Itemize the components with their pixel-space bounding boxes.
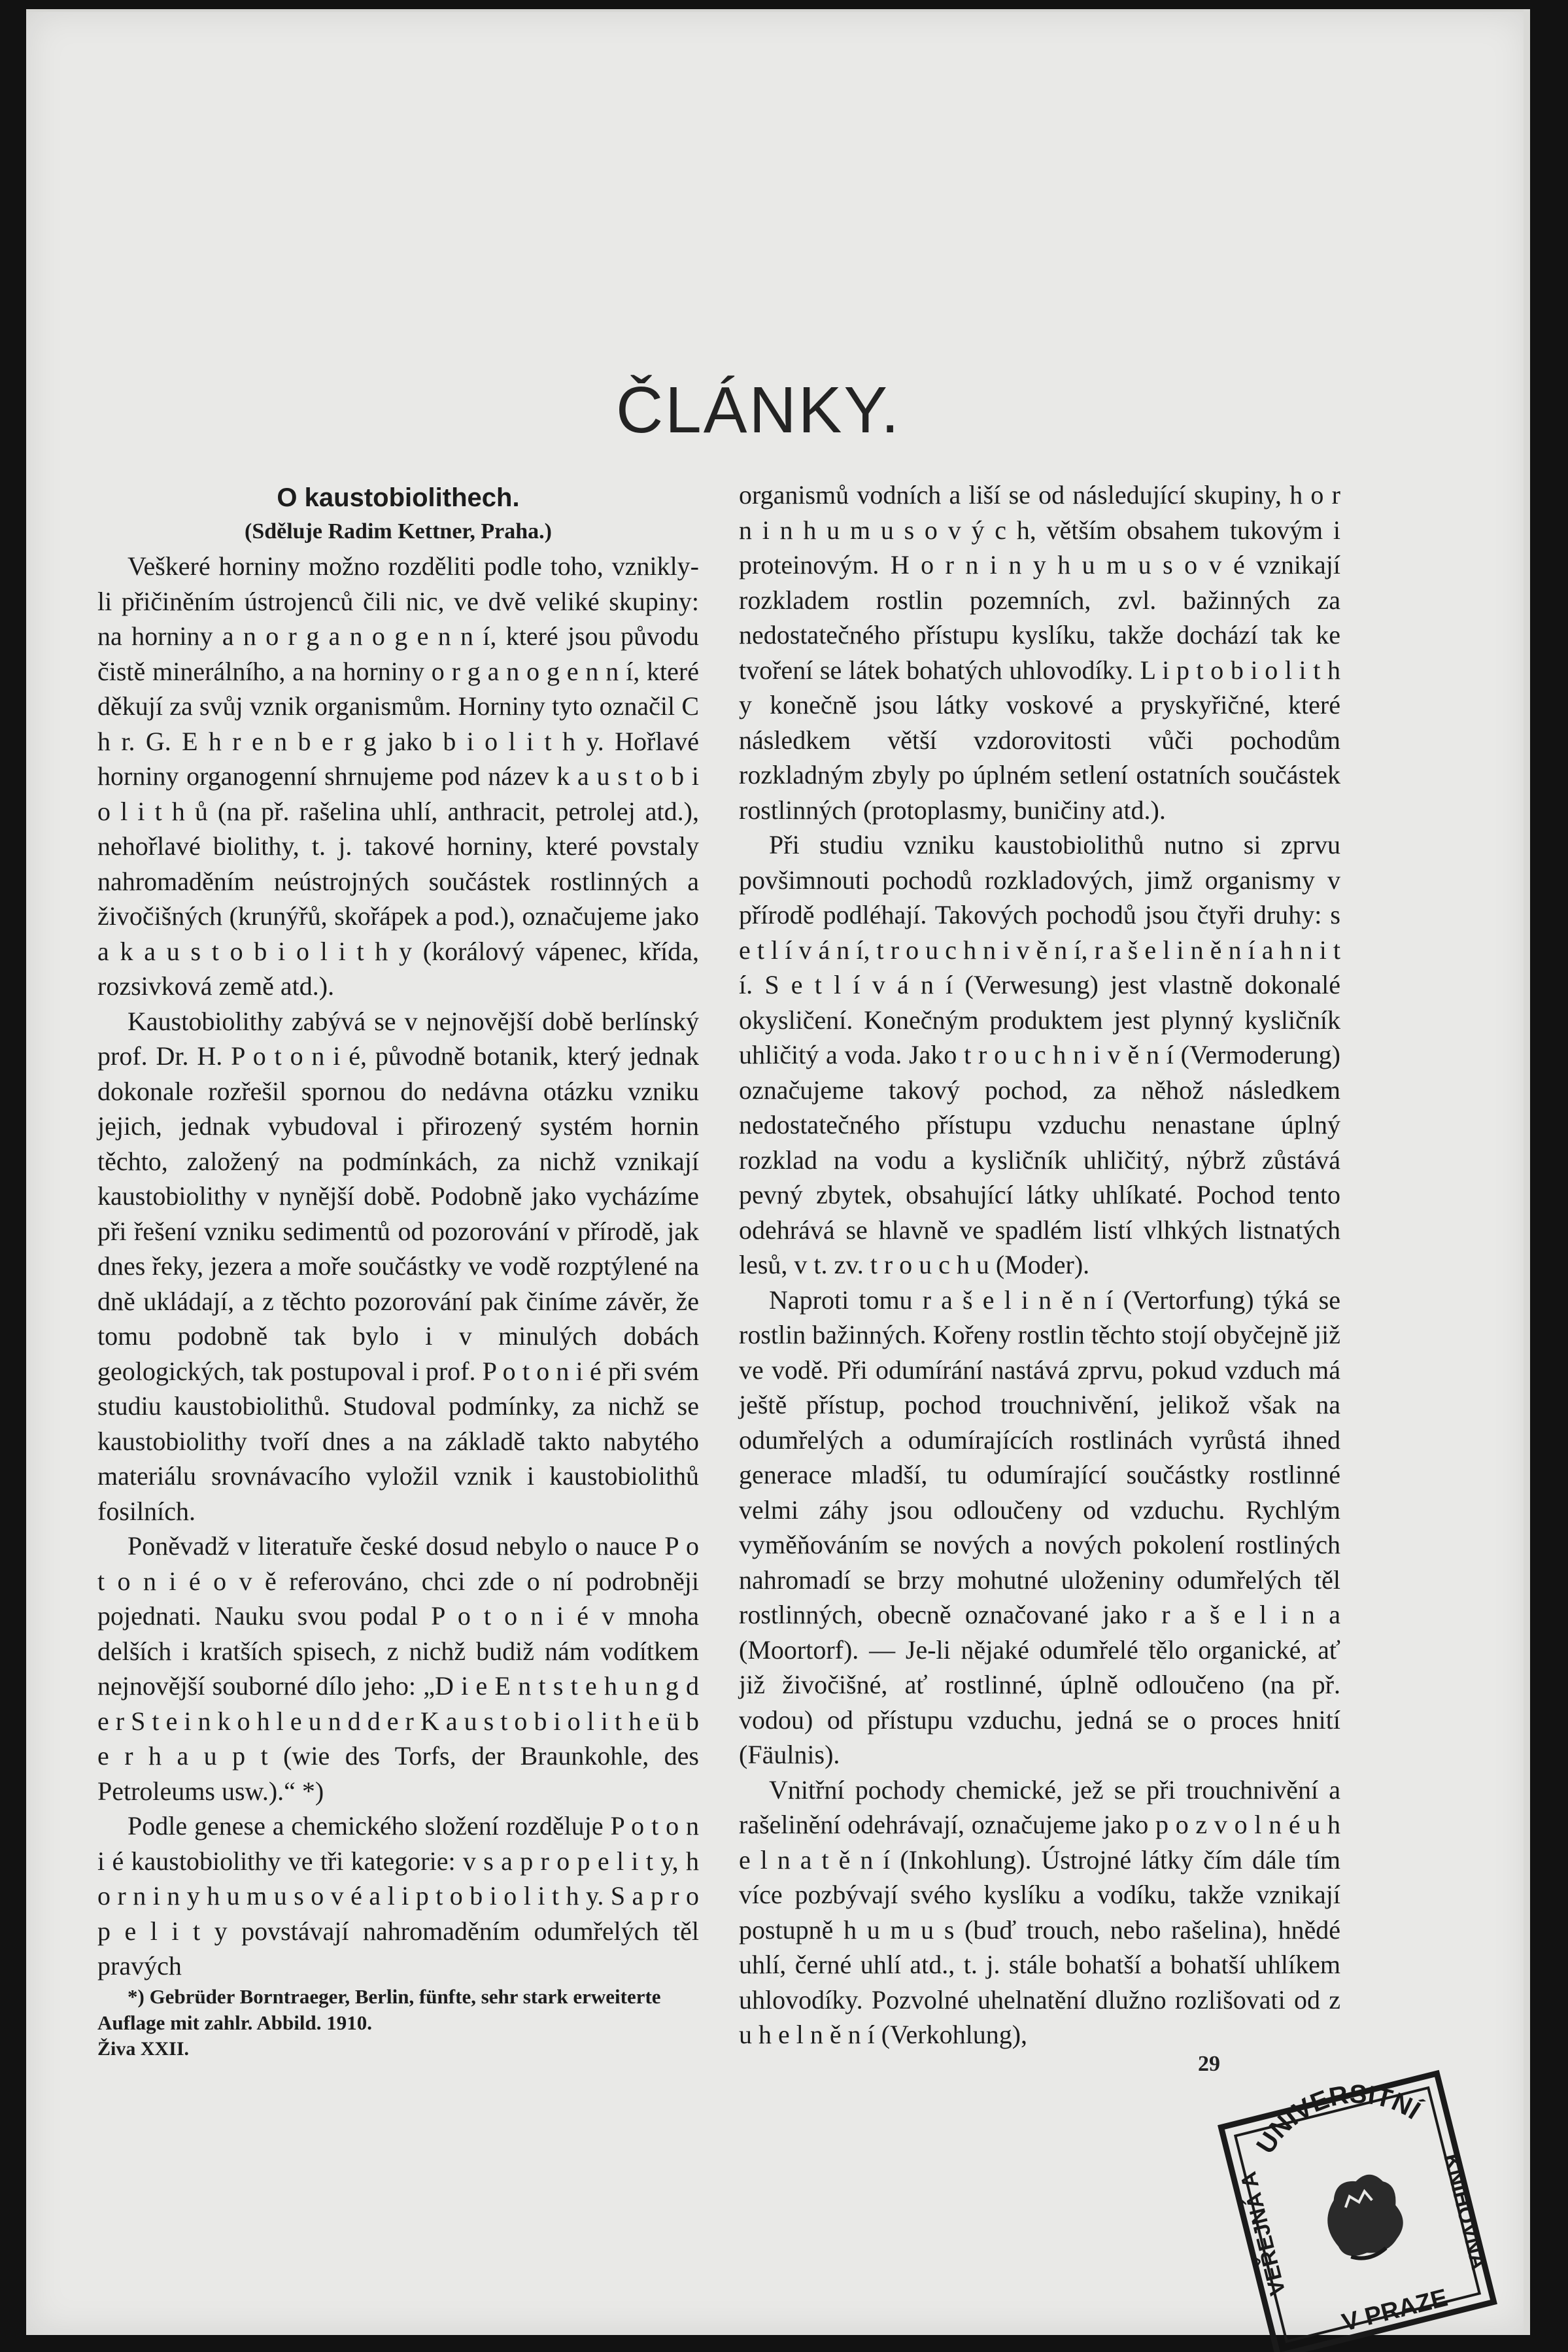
paragraph: Poněvadž v literatuře české dosud nebylo o nauce P o t o n i é o v ě referováno, chci zde o ní podrobněji pojednati. Nauku svou podal P o t o n i é v mnoha delších i kratších spisech, z nichž budiž nám vodítkem nejnovější souborné dílo jeho: „D i e E n t s t e h u n g d e r S t e i n k o h l e u n d d e r K a u s t o b i o l i t h e ü b e r h a u p t (wie des Torfs, der Braunkohle, des Petroleums usw.).“ *) (97, 1531, 699, 1806)
section-heading: ČLÁNKY. (615, 373, 902, 447)
library-stamp (1201, 2038, 1514, 2352)
page-number: 29 (1198, 2052, 1220, 2076)
stamp-text-left: VEŘEJNÁ A (1236, 2169, 1291, 2298)
journal-signature: Živa XXII. (97, 2037, 190, 2060)
paragraph: Kaustobiolithy zabývá se v nejnovější době berlínský prof. Dr. H. P o t o n i é, původně botanik, který jednak dokonale rozřešil spornou do nedávna otázku vzniku jejich, jednak vybudoval i přirozený systém hornin těchto, založený na podmínkách, za nichž vznikají kaustobiolithy v nynější době. Podobně jako vycházíme při řešení vzniku sedimentů od pozorování v přírodě, jak dnes řeky, jezera a moře součástky ve vodě rozptýlené na dně ukládají, a z těchto pozorování pak činíme závěr, že tomu podobně tak bylo i v minulých dobách geologických, tak postupoval i prof. P o t o n i é při svém studiu kaustobiolithů. Studoval podmínky, za nichž se kaustobiolithy tvoří dnes a na základě takto nabytého materiálu srovnávacího vyložil vznik i kaustobiolithů fosilních. (97, 1006, 699, 1526)
article-byline: (Sděluje Radim Kettner, Praha.) (245, 519, 552, 544)
paragraph: Veškeré horniny možno rozděliti podle toho, vznikly-li přičiněním ústrojenců čili nic, ve dvě veliké skupiny: na horniny a n o r g a n o g e n n í, které jsou původu čistě minerálního, a na horniny o r g a n o g e n n í, které děkují za svůj vznik organismům. Horniny tyto označil C h r. G. E h r e n b e r g jako b i o l i t h y. Hořlavé horniny organogenní shrnujeme pod název k a u s t o b i o l i t h ů (na př. rašelina uhlí, anthracit, petrolej atd.), nehořlavé biolithy, t. j. takové horniny, které povstaly nahromaděním neústrojných součástek rostlinných a živočišných (krunýřů, skořápek a pod.), označujeme jako a k a u s t o b i o l i t h y (korálový vápenec, křída, rozsivková země atd.). (97, 551, 699, 1001)
paragraph: Podle genese a chemického složení rozděluje P o t o n i é kaustobiolithy ve tři kategorie: v s a p r o p e l i t y, h o r n i n y h u m u s o v é a l i p t o b i o l i t h y. S a p r o p e l i t y povstávají nahromaděním odumřelých těl pravých (97, 1811, 699, 1980)
lion-emblem-icon (1318, 2169, 1410, 2265)
paragraph: organismů vodních a liší se od následující skupiny, h o r n i n h u m u s o v ý c h, větším obsahem tukovým i proteinovým. H o r n i n y h u m u s o v é vznikají rozkladem rostlin pozemních, zvl. bažinných za nedostatečného přístupu kyslíku, takže dochází tak ke tvoření se látek bohatých uhlovodíky. L i p t o b i o l i t h y konečně jsou látky voskové a pryskyřičné, které následkem větší vzdorovitosti vůči pochodům rozkladným zbyly po úplném setlení ostatních součástek rostlinných (protoplasmy, buničiny atd.). (739, 480, 1340, 825)
paragraph: Při studiu vzniku kaustobiolithů nutno si zprvu povšimnouti pochodů rozkladových, jimž organismy v přírodě podléhají. Takových pochodů jsou čtyři druhy: s e t l í v á n í, t r o u c h n i v ě n í, r a š e l i n ě n í a h n i t í. S e t l í v á n í (Verwesung) jest vlastně dokonalé okysličení. Konečným produktem jest plynný kysličník uhličitý a voda. Jako t r o u c h n i v ě n í (Vermoderung) označujeme takový pochod, za něhož následkem nedostatečného přístupu vzduchu nenastane úplný rozklad na vodu a kysličník uhličitý, nýbrž zůstává pevný zbytek, obsahující látky uhlíkaté. Pochod tento odehrává se hlavně ve spadlém listí vlhkých listnatých lesů, v t. zv. t r o u c h u (Moder). (739, 830, 1340, 1279)
scan-blemish (1524, 9, 1530, 2335)
stamp-text-top: UNIVERSITNÍ (1251, 2080, 1425, 2159)
stamp-text-bottom: V PRAZE (1339, 2284, 1451, 2337)
right-column (739, 477, 1340, 2052)
paragraph: Naproti tomu r a š e l i n ě n í (Vertorfung) týká se rostlin bažinných. Kořeny rostlin těchto stojí obyčejně již ve vodě. Při odumírání nastává zprvu, pokud vzduch má ještě přístup, pochod trouchnivění, jelikož však na odumřelých a odumírajících rostlinách vyrůstá ihned generace mladší, tu odumírající součástky rostlinné velmi záhy jsou odloučeny od vzduchu. Rychlým vyměňováním se nových a nových pokolení rostliných nahromadí se brzy mohutné uloženiny odumřelých těl rostlinných, obecně označované jako r a š e l i n a (Moortorf). — Je-li nějaké odumřelé tělo organické, ať již živočišné, ať rostlinné, úplně odloučeno (na př. vodou) od přístupu vzduchu, jedná se o proces hnití (Fäulnis). (739, 1285, 1340, 1769)
footnote: *) Gebrüder Borntraeger, Berlin, fünfte, sehr stark erweiterte Auflage mit zahlr. Abbild. 1910. (97, 1984, 661, 2034)
left-column (97, 481, 699, 2062)
paragraph: Vnitřní pochody chemické, jež se při trouchnivění a rašelinění odehrávají, označujeme jako p o z v o l n é u h e l n a t ě n í (Inkohlung). Ústrojné látky čím dále tím více pozbývají svého kyslíku a vodíku, takže vznikají postupně h u m u s (buď trouch, nebo rašelina), hnědé uhlí, černé uhlí atd., t. j. stále bohatší a bohatší uhlíkem uhlovodíky. Pozvolné uhelnatění dlužno rozlišovati od z u h e l n ě n í (Verkohlung), (739, 1774, 1340, 2049)
article-title: O kaustobiolithech. (277, 483, 520, 512)
stamp-text-right: KNIHOVNA (1439, 2151, 1491, 2272)
scan-blemish (26, 9, 1530, 12)
